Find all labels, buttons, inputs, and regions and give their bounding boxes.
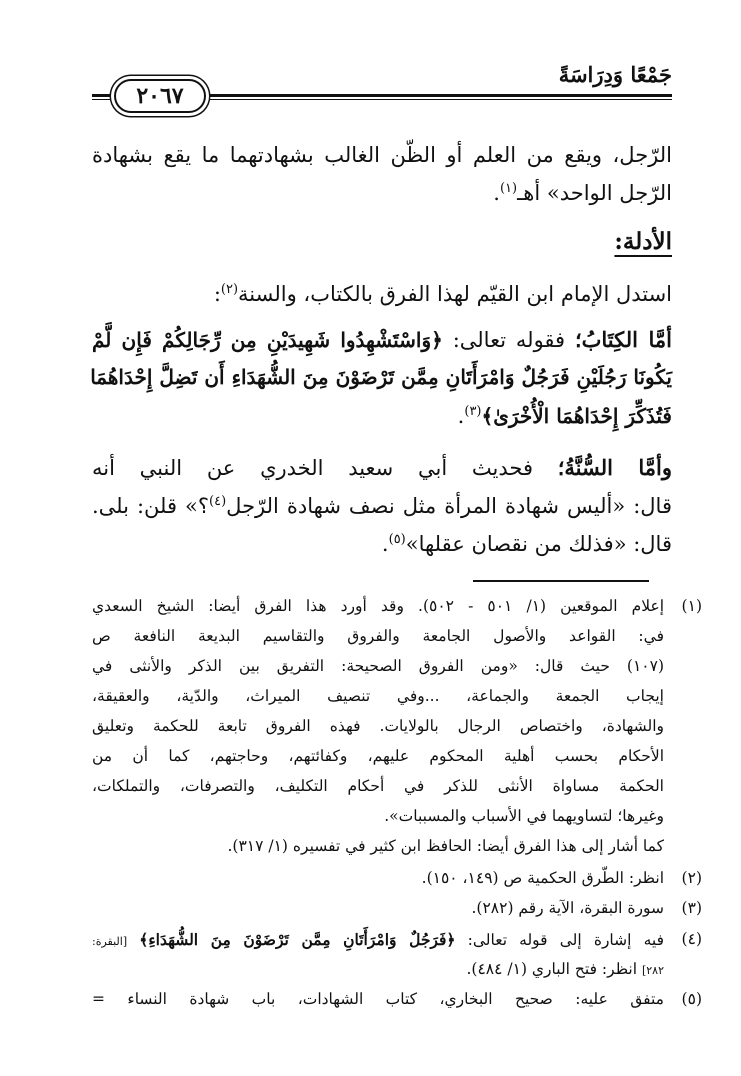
text-line — [92, 365, 672, 389]
text-line — [382, 532, 672, 556]
paragraph-text: قال: «فذلك من نقصان عقلها» — [405, 532, 672, 556]
footnote-line: والشهادة، واختصاص الرجال بالولايات. فهذه الفروق تابعة للحكمة وتعليق — [92, 717, 664, 735]
text-line — [92, 143, 672, 167]
footnote-separator — [473, 580, 649, 582]
footnote-number: (٥) — [681, 990, 702, 1008]
footnote-line: سورة البقرة، الآية رقم (٢٨٢). — [471, 899, 664, 917]
footnote-number: (٣) — [681, 899, 702, 917]
footnote-line: إيجاب الجمعة والجماعة، ...وفي تنصيف الميراث، والدّية، والعقيقة، — [92, 687, 664, 705]
punctuation: . — [381, 532, 389, 556]
text-line — [92, 494, 672, 518]
text-line — [214, 282, 672, 306]
footnote-line: إعلام الموقعين (١/ ٥٠١ - ٥٠٢). وقد أورد هذا الفرق أيضا: الشيخ السعدي — [92, 597, 665, 615]
running-title: جَمْعًا وَدِرَاسَةً — [558, 62, 672, 87]
footnote-line: انظر: الطّرق الحكمية ص (١٤٩، ١٥٠). — [421, 869, 664, 887]
text-line — [92, 455, 672, 480]
paragraph-text: استدل الإمام ابن القيّم لهذا الفرق بالكتاب، والسنة — [238, 282, 672, 306]
quran-verse: فَتُذَكِّرَ إِحْدَاهُمَا الْأُخْرَىٰ﴾ — [481, 404, 672, 428]
paragraph-text: الرّجل، ويقع من العلم أو الظّن الغالب بشهادتهما ما يقع بشهادة — [92, 143, 672, 167]
footnote-number: (٤) — [681, 930, 702, 948]
text-line — [493, 181, 672, 205]
paragraph-text: فحديث أبي سعيد الخدري عن النبي أنه — [92, 456, 534, 480]
verse-citation: ٢٨٢] — [641, 964, 664, 977]
text-line — [458, 404, 672, 428]
footnote-line — [92, 960, 664, 978]
text-line — [92, 327, 672, 352]
footnote-line: الأحكام بحسب أهلية المحكوم عليهم، وكفائتهم، وحاجتهم، كما أن من — [92, 747, 664, 765]
paragraph-text: الرّجل الواحد» أهـ — [517, 181, 672, 205]
punctuation: : — [213, 282, 221, 306]
punctuation: . — [457, 404, 465, 428]
page-header — [92, 58, 672, 118]
footnote-line: (١٠٧) حيث قال: «ومن الفروق الصحيحة: التفريق بين الذكر والأنثى في — [92, 657, 664, 675]
verse-citation: [البقرة: — [92, 935, 128, 948]
subsection-lead: وأمَّا السُّنَّةُ؛ — [557, 455, 672, 480]
paragraph-text: قال: «أليس شهادة المرأة مثل نصف شهادة الرّجل — [226, 494, 672, 518]
footnote-ref[interactable]: (١) — [499, 181, 518, 196]
footnote-line: في: القواعد والأصول الجامعة والفروق والتقاسيم البديعة النافعة ص — [92, 627, 664, 645]
paragraph-text: ؟» قلن: بلى. — [92, 494, 210, 518]
footnote-line: متفق عليه: صحيح البخاري، كتاب الشهادات، باب شهادة النساء = — [92, 990, 664, 1008]
footnote-ref[interactable]: (٤) — [209, 494, 227, 509]
subsection-lead: أمَّا الكِتَابُ؛ — [574, 327, 672, 352]
footnote-number: (٢) — [681, 869, 702, 887]
footnote-text: انظر: فتح الباري (١/ ٤٨٤). — [466, 960, 638, 978]
footnote-line: وغيرها؛ لتساويهما في الأسباب والمسببات». — [384, 807, 664, 825]
paragraph-text: فقوله تعالى: — [452, 328, 566, 352]
section-heading: الأدلة: — [614, 228, 672, 255]
footnote-text: فيه إشارة إلى قوله تعالى: — [467, 931, 664, 949]
page-number: ٢٠٦٧ — [114, 79, 206, 113]
footnote-ref[interactable]: (٣) — [464, 404, 482, 419]
footnote-line: كما أشار إلى هذا الفرق أيضا: الحافظ ابن كثير في تفسيره (١/ ٣١٧). — [227, 837, 664, 855]
quran-verse: يَكُونَا رَجُلَيْنِ فَرَجُلٌ وَامْرَأَتَانِ مِمَّن تَرْضَوْنَ مِنَ الشُّهَدَاءِ أَن تَضِلَّ إِحْدَاهُمَا — [90, 365, 672, 389]
footnote-line — [92, 930, 664, 949]
footnote-ref[interactable]: (٥) — [388, 532, 406, 547]
punctuation: . — [493, 181, 500, 205]
quran-verse: ﴿فَرَجُلٌ وَامْرَأَتَانِ مِمَّن تَرْضَوْنَ مِنَ الشُّهَدَاءِ﴾ — [139, 930, 456, 949]
footnote-ref[interactable]: (٢) — [220, 282, 239, 297]
footnote-line: الحكمة مساواة الأنثى للذكر في أحكام التكليف، والتصرفات، والتملكات، — [92, 777, 664, 795]
footnote-number: (١) — [681, 597, 702, 615]
quran-verse: ﴿وَاسْتَشْهِدُوا شَهِيدَيْنِ مِن رِّجَالِكُمْ فَإِن لَّمْ — [92, 328, 443, 352]
